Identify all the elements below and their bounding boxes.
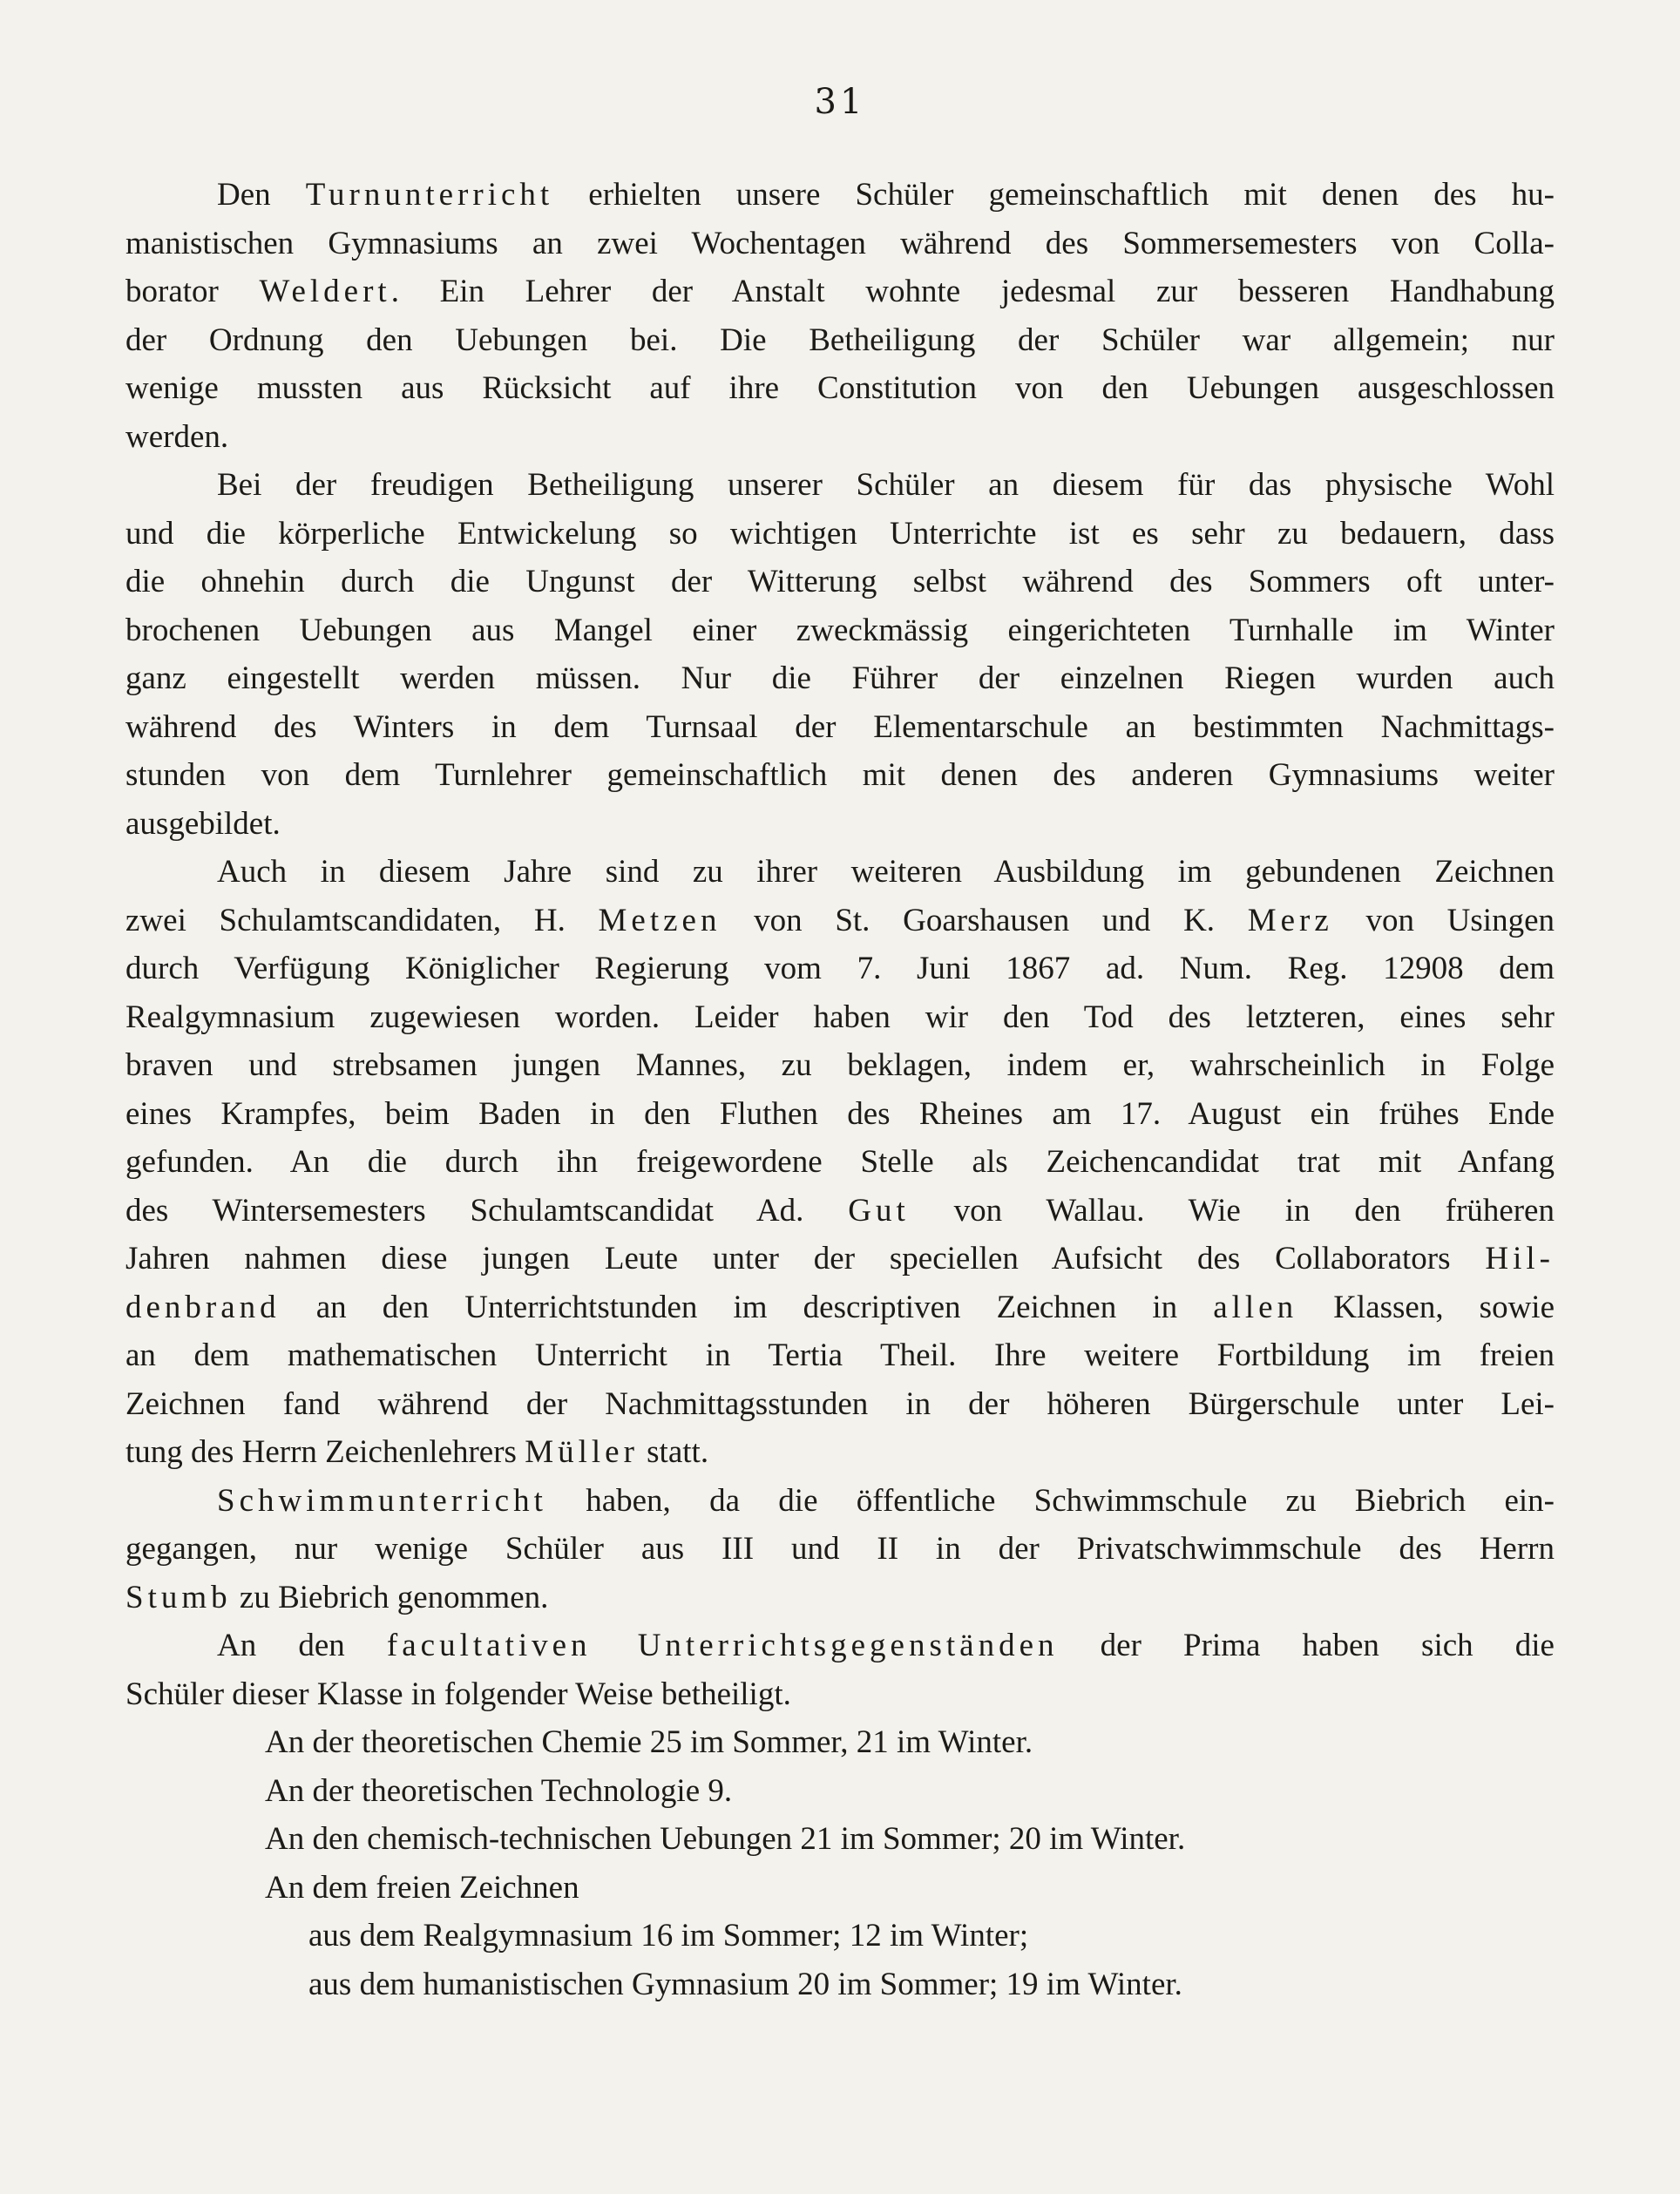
list-item: An der theoretischen Technologie 9. [265,1772,733,1809]
text-line: brochenen Uebungen aus Mangel einer zweckmässig eingerichteten Turnhalle im Winter [125,612,1555,648]
list-item: An dem freien Zeichnen [265,1869,579,1906]
emphasized-text: Weldert [259,274,391,309]
list-item: An der theoretischen Chemie 25 im Sommer, 21 im Winter. [265,1724,1033,1760]
emphasized-text: Hil- [1485,1241,1555,1276]
text-line: borator Weldert. Ein Lehrer der Anstalt wohnte jedesmal zur besseren Handhabung [125,274,1555,309]
emphasized-text: Stumb [125,1579,232,1615]
text-line: Zeichnen fand während der Nachmittagsstunden in der höheren Bürgerschule unter Lei- [125,1385,1555,1422]
text-line: Schwimmunterricht haben, da die öffentliche Schwimmschule zu Biebrich ein- [217,1482,1555,1519]
paragraph [125,461,1555,848]
text-line: die ohnehin durch die Ungunst der Witterung selbst während des Sommers oft unter- [125,564,1555,599]
list-subitem: aus dem humanistischen Gymnasium 20 im Sommer; 19 im Winter. [308,1966,1182,2002]
text-line: Schüler dieser Klasse in folgender Weise betheiligt. [125,1676,791,1712]
emphasized-text: Merz [1247,902,1333,938]
text-line: und die körperliche Entwickelung so wichtigen Unterrichte ist es sehr zu bedauern, dass [125,515,1555,552]
text-line: während des Winters in dem Turnsaal der Elementarschule an bestimmten Nachmittags- [125,708,1555,745]
text-line: des Wintersemesters Schulamtscandidat Ad. Gut von Wallau. Wie in den früheren [125,1192,1555,1229]
emphasized-text: facultativen Unterrichtsgegenständen [386,1628,1059,1663]
text-line: zwei Schulamtscandidaten, H. Metzen von St. Goarshausen und K. Merz von Usingen [125,902,1555,938]
body-text [125,171,1555,2008]
list-subitem: aus dem Realgymnasium 16 im Sommer; 12 im Winter; [308,1918,1029,1954]
list-item: An den chemisch-technischen Uebungen 21 im Sommer; 20 im Winter. [265,1821,1186,1857]
page-number: 31 [814,82,866,122]
paragraph [125,1622,1555,1718]
text-line: eines Krampfes, beim Baden in den Fluthen des Rheines am 17. August ein frühes Ende [125,1095,1555,1132]
text-line: durch Verfügung Königlicher Regierung vom 7. Juni 1867 ad. Num. Reg. 12908 dem [125,951,1555,986]
text-line: Bei der freudigen Betheiligung unserer Schüler an diesem für das physische Wohl [217,467,1555,503]
emphasized-text: denbrand [125,1289,281,1325]
text-line: der Ordnung den Uebungen bei. Die Betheiligung der Schüler war allgemein; nur [125,322,1555,358]
text-line: gefunden. An die durch ihn freigewordene Stelle als Zeichencandidat trat mit Anfang [125,1144,1555,1180]
text-line: Jahren nahmen diese jungen Leute unter der speciellen Aufsicht des Collaborators Hil- [125,1241,1555,1276]
paragraph [125,171,1555,461]
emphasized-text: Gut [848,1192,910,1229]
text-line: Den Turnunterricht erhielten unsere Schüler gemeinschaftlich mit denen des hu- [217,177,1555,213]
text-line: Auch in diesem Jahre sind zu ihrer weiteren Ausbildung im gebundenen Zeichnen [217,854,1555,890]
text-line: braven und strebsamen jungen Mannes, zu beklagen, indem er, wahrscheinlich in Folge [125,1047,1555,1083]
emphasized-text: allen [1213,1289,1298,1325]
text-line: tung des Herrn Zeichenlehrers Müller statt. [125,1434,709,1470]
paragraphs-container [125,171,1555,1718]
text-line: Stumb zu Biebrich genommen. [125,1579,549,1615]
text-line: ganz eingestellt werden müssen. Nur die Führer der einzelnen Riegen wurden auch [125,660,1555,696]
text-line: denbrand an den Unterrichtstunden im descriptiven Zeichnen in allen Klassen, sowie [125,1289,1555,1325]
emphasized-text: Müller [525,1434,639,1470]
text-line: wenige mussten aus Rücksicht auf ihre Constitution von den Uebungen ausgeschlossen [125,370,1555,406]
text-line: gegangen, nur wenige Schüler aus III und II in der Privatschwimmschule des Herrn [125,1531,1555,1567]
emphasized-text: Schwimmunterricht [217,1482,547,1519]
text-line: Realgymnasium zugewiesen worden. Leider haben wir den Tod des letzteren, eines sehr [125,999,1555,1035]
participation-list [125,1718,1555,2008]
paragraph [125,1477,1555,1622]
text-line: manistischen Gymnasiums an zwei Wochentagen während des Sommersemesters von Colla- [125,225,1555,261]
text-line: ausgebildet. [125,805,281,842]
emphasized-text: Turnunterricht [305,177,554,213]
text-line: An den facultativen Unterrichtsgegenständen der Prima haben sich die [217,1628,1555,1663]
emphasized-text: Metzen [598,902,721,938]
text-line: werden. [125,418,229,455]
text-line: stunden von dem Turnlehrer gemeinschaftlich mit denen des anderen Gymnasiums weiter [125,757,1555,793]
paragraph [125,848,1555,1477]
text-line: an dem mathematischen Unterricht in Tertia Theil. Ihre weitere Fortbildung im freien [125,1337,1555,1373]
